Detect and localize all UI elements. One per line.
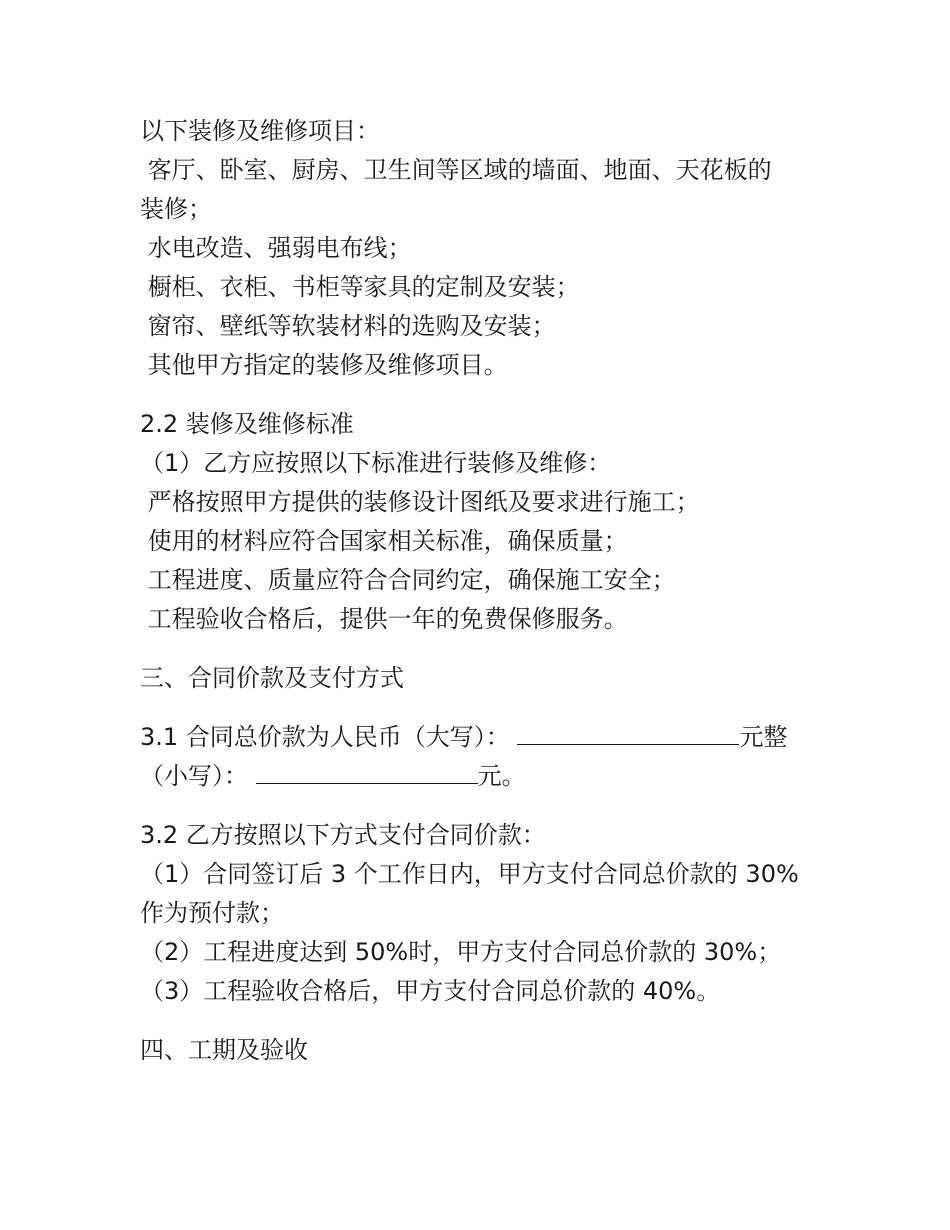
subsection-3-1-line2-prefix: （小写）：	[140, 762, 248, 790]
subsection-3-1-line1	[140, 718, 820, 757]
subsection-2-2-intro: （1）乙方应按照以下标准进行装修及维修：	[140, 449, 612, 477]
list-item: （3）工程验收合格后，甲方支付合同总价款的 40%。	[140, 977, 721, 1005]
list-item: 工程进度、质量应符合合同约定，确保施工安全；	[140, 566, 676, 594]
list-item: 橱柜、衣柜、书柜等家具的定制及安装；	[140, 273, 580, 301]
subsection-3-1-suffix: 元整	[739, 723, 788, 751]
subsection-3-1-line2	[140, 757, 820, 796]
amount-words-blank	[517, 718, 739, 745]
list-item: 使用的材料应符合国家相关标准，确保质量；	[140, 527, 628, 555]
paragraph-gap	[140, 639, 820, 659]
list-item: 装修；	[140, 195, 212, 223]
subsection-3-1-line2-suffix: 元。	[477, 762, 526, 790]
section2-intro: 以下装修及维修项目：	[140, 117, 380, 145]
paragraph-gap	[140, 698, 820, 718]
subsection-3-2-title: 3.2 乙方按照以下方式支付合同价款：	[140, 821, 546, 849]
paragraph-gap	[140, 385, 820, 405]
paragraph-gap	[140, 796, 820, 816]
document-page	[140, 112, 820, 1070]
list-item: 作为预付款；	[140, 899, 284, 927]
section4-title: 四、工期及验收	[140, 1036, 308, 1064]
list-item: 工程验收合格后，提供一年的免费保修服务。	[140, 605, 628, 633]
section3-title: 三、合同价款及支付方式	[140, 664, 404, 692]
paragraph-gap	[140, 1011, 820, 1031]
amount-figures-blank	[256, 757, 478, 784]
list-item: 水电改造、强弱电布线；	[140, 234, 412, 262]
list-item: 客厅、卧室、厨房、卫生间等区域的墙面、地面、天花板的	[140, 156, 772, 184]
list-item: （2）工程进度达到 50%时，甲方支付合同总价款的 30%；	[140, 938, 782, 966]
list-item: 严格按照甲方提供的装修设计图纸及要求进行施工；	[140, 488, 700, 516]
list-item: 其他甲方指定的装修及维修项目。	[140, 351, 508, 379]
list-item: 窗帘、壁纸等软装材料的选购及安装；	[140, 312, 556, 340]
subsection-3-1-prefix: 3.1 合同总价款为人民币（大写）：	[140, 723, 510, 751]
subsection-2-2-title: 2.2 装修及维修标准	[140, 410, 354, 438]
list-item: （1）合同签订后 3 个工作日内，甲方支付合同总价款的 30%	[140, 860, 799, 888]
